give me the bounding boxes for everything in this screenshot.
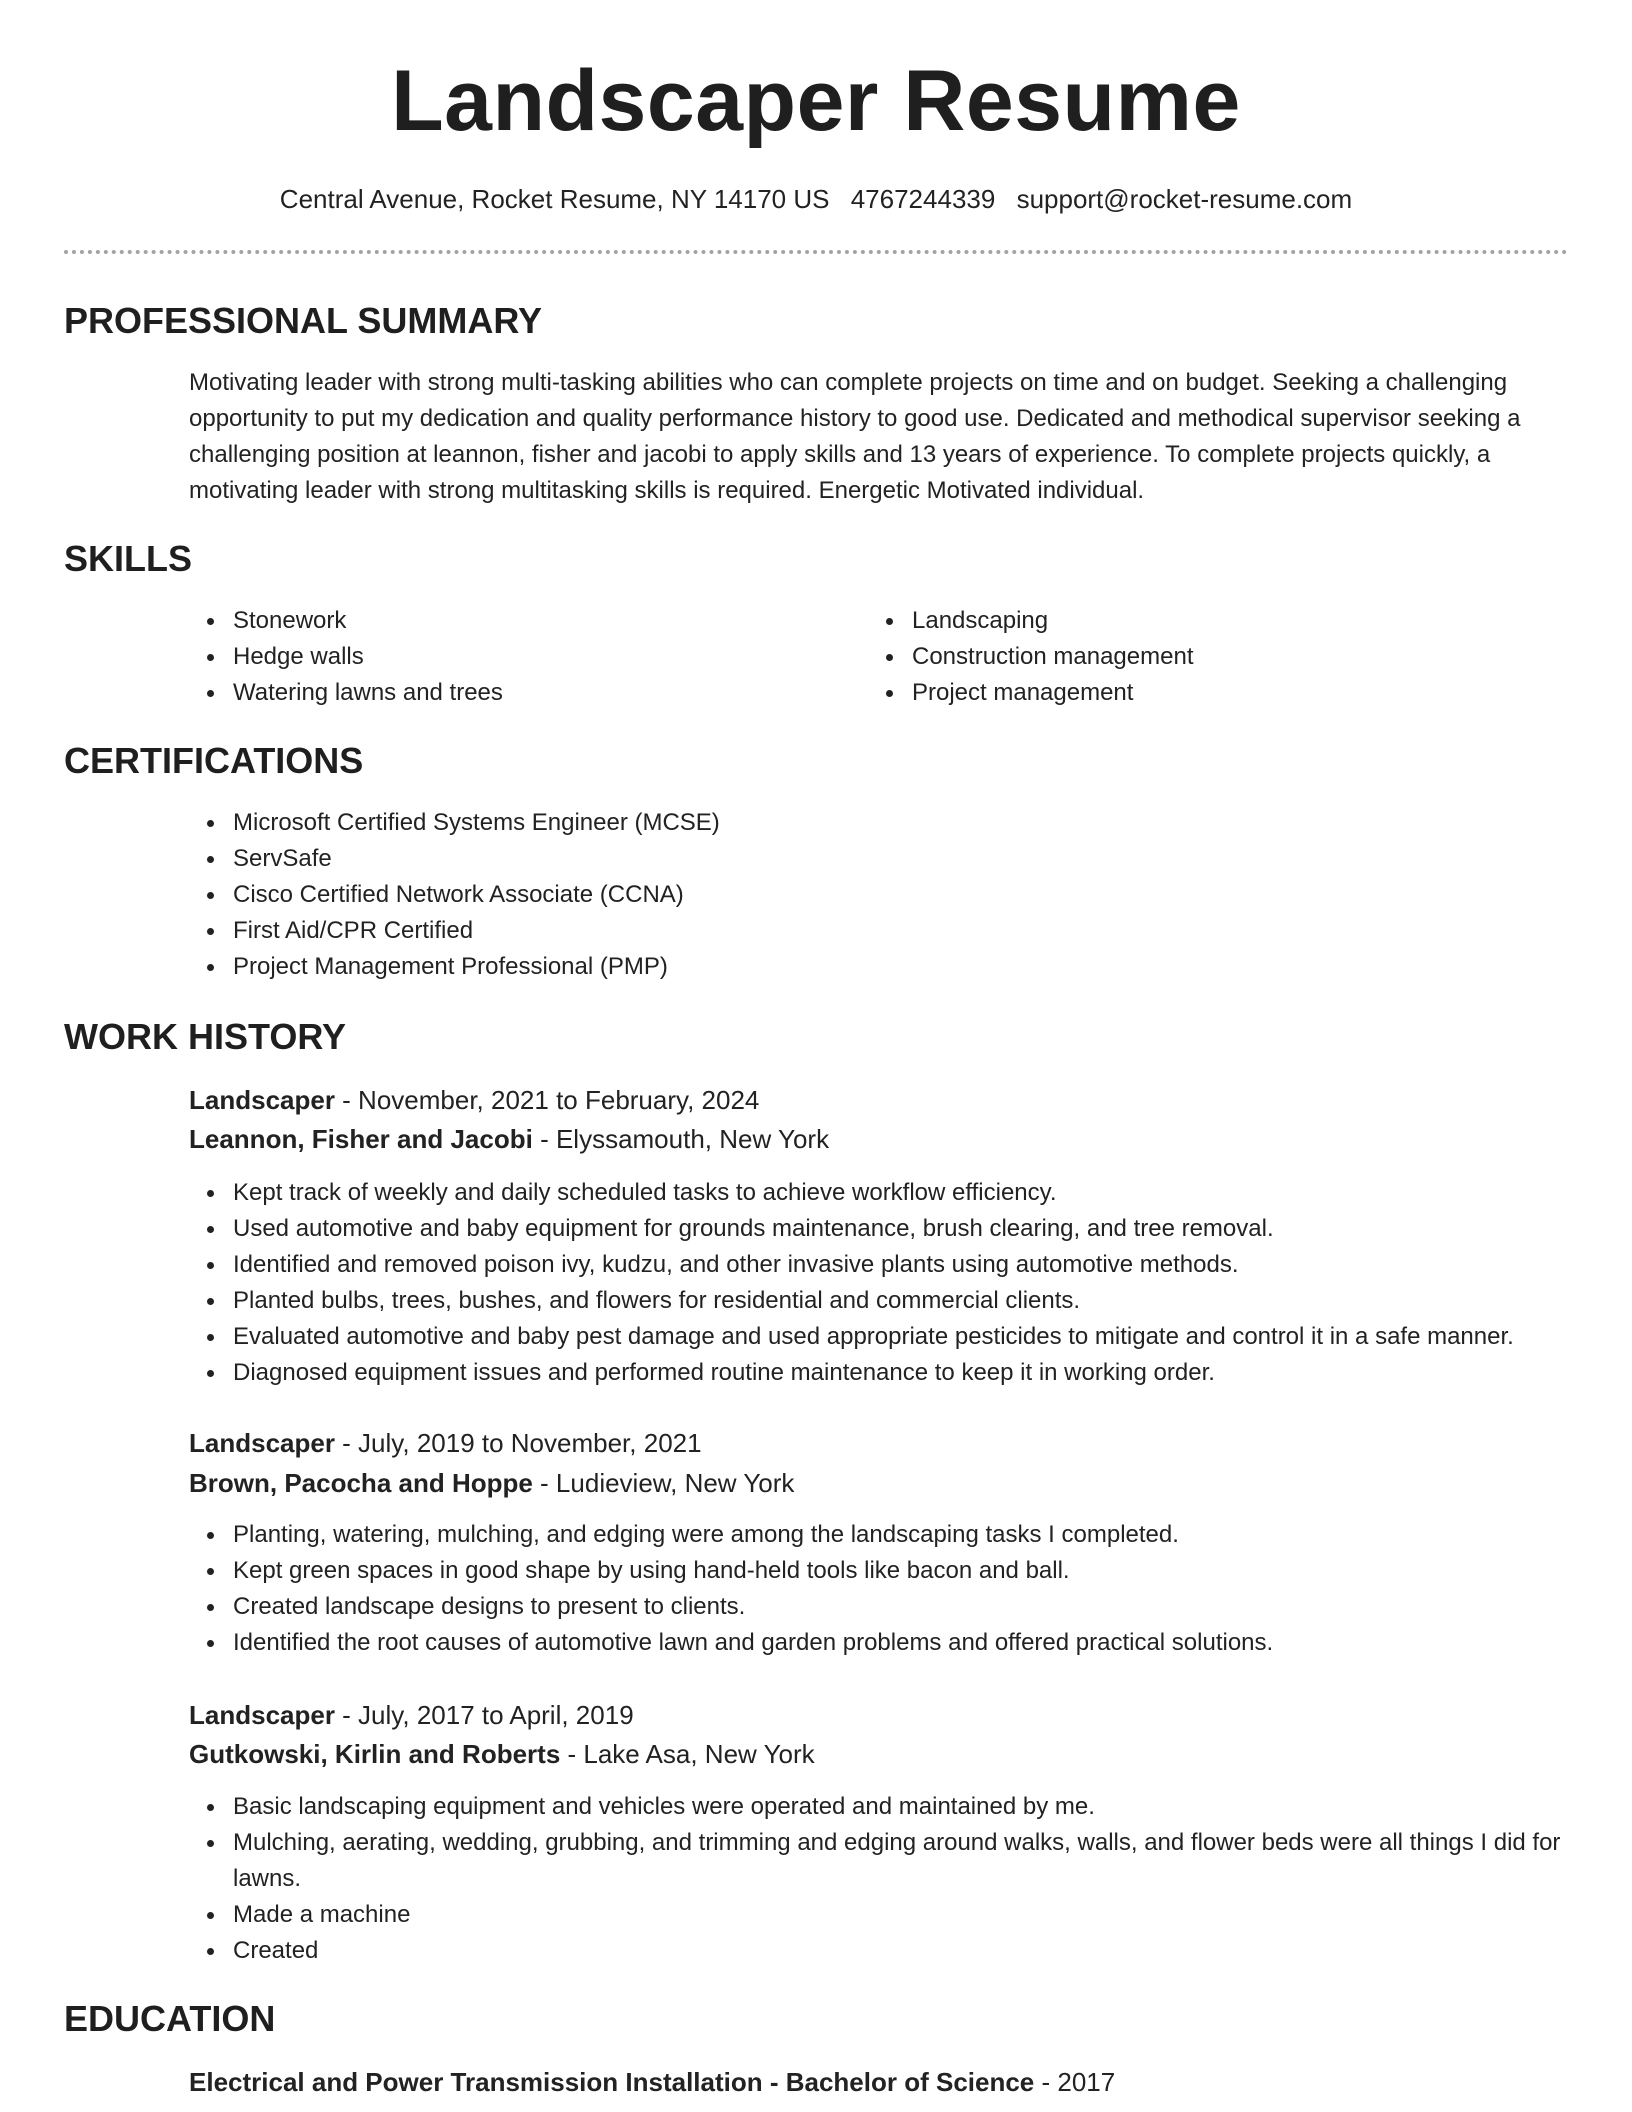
contact-email: support@rocket-resume.com (1016, 184, 1353, 214)
job-company: Gutkowski, Kirlin and Roberts (189, 1739, 561, 1769)
job-bullet: Created (189, 1933, 1569, 1969)
skill-item: Construction management (868, 639, 1468, 675)
education-line (189, 2063, 1115, 2101)
contact-address: Central Avenue, Rocket Resume, NY 14170 US (279, 184, 830, 214)
skill-item: Watering lawns and trees (189, 675, 789, 711)
skills-list-right (868, 603, 1468, 711)
work-history-heading: WORK HISTORY (64, 1016, 347, 1057)
certification-item: First Aid/CPR Certified (189, 913, 1569, 949)
skill-item: Landscaping (868, 603, 1468, 639)
job-dates: - November, 2021 to February, 2024 (334, 1085, 760, 1115)
job-bullets (189, 1789, 1569, 1969)
certification-item: Project Management Professional (PMP) (189, 949, 1569, 985)
job-company: Leannon, Fisher and Jacobi (189, 1124, 533, 1154)
job-bullet: Mulching, aerating, wedding, grubbing, and trimming and edging around walks, walls, and flower beds were all things I did for lawns. (189, 1825, 1569, 1897)
education-degree: Electrical and Power Transmission Installation - Bachelor of Science (189, 2067, 1035, 2097)
skill-item: Project management (868, 675, 1468, 711)
job-title-line (189, 1081, 759, 1119)
contact-line (0, 181, 1632, 217)
job-bullet: Made a machine (189, 1897, 1569, 1933)
job-bullet: Kept green spaces in good shape by using hand-held tools like bacon and ball. (189, 1553, 1589, 1589)
job-bullet: Kept track of weekly and daily scheduled tasks to achieve workflow efficiency. (189, 1175, 1589, 1211)
job-title: Landscaper (189, 1428, 335, 1458)
job-company-line (189, 1464, 794, 1502)
job-bullet: Planted bulbs, trees, bushes, and flowers for residential and commercial clients. (189, 1283, 1589, 1319)
job-bullet: Used automotive and baby equipment for grounds maintenance, brush clearing, and tree removal. (189, 1211, 1589, 1247)
job-location: - Lake Asa, New York (560, 1739, 815, 1769)
skill-item: Stonework (189, 603, 789, 639)
job-company-line (189, 1120, 829, 1158)
header-divider (64, 250, 1568, 254)
job-bullet: Basic landscaping equipment and vehicles were operated and maintained by me. (189, 1789, 1569, 1825)
certification-item: Cisco Certified Network Associate (CCNA) (189, 877, 1569, 913)
skill-item: Hedge walls (189, 639, 789, 675)
job-company-line (189, 1735, 815, 1773)
job-bullet: Identified and removed poison ivy, kudzu, and other invasive plants using automotive methods. (189, 1247, 1589, 1283)
job-location: - Ludieview, New York (532, 1468, 795, 1498)
summary-text: Motivating leader with strong multi-tasking abilities who can complete projects on time and on budget. Seeking a challenging opportunity to put my dedication and quality performance history to good use. Dedicated and methodical supervisor seeking a challenging position at leannon, fisher and jacobi to apply skills and 13 years of experience. To complete projects quickly, a motivating leader with strong multitasking skills is required. Energetic Motivated individual. (189, 369, 1521, 504)
contact-phone: 4767244339 (850, 184, 996, 214)
certifications-heading: CERTIFICATIONS (64, 740, 364, 781)
certification-item: Microsoft Certified Systems Engineer (MCSE) (189, 805, 1569, 841)
summary-heading: PROFESSIONAL SUMMARY (64, 300, 543, 341)
job-dates: - July, 2019 to November, 2021 (334, 1428, 702, 1458)
job-bullet: Created landscape designs to present to clients. (189, 1589, 1589, 1625)
certifications-list (189, 805, 1569, 985)
job-bullet: Diagnosed equipment issues and performed routine maintenance to keep it in working order. (189, 1355, 1589, 1391)
resume-title: Landscaper Resume (391, 53, 1241, 149)
job-title: Landscaper (189, 1700, 335, 1730)
job-title: Landscaper (189, 1085, 335, 1115)
job-bullet: Planting, watering, mulching, and edging were among the landscaping tasks I completed. (189, 1517, 1589, 1553)
skills-heading: SKILLS (64, 538, 193, 579)
certification-item: ServSafe (189, 841, 1569, 877)
job-bullet: Identified the root causes of automotive lawn and garden problems and offered practical solutions. (189, 1625, 1589, 1661)
job-dates: - July, 2017 to April, 2019 (334, 1700, 634, 1730)
job-bullets (189, 1517, 1589, 1661)
job-location: - Elyssamouth, New York (532, 1124, 830, 1154)
job-title-line (189, 1696, 634, 1734)
job-title-line (189, 1424, 702, 1462)
job-company: Brown, Pacocha and Hoppe (189, 1468, 533, 1498)
skills-list-left (189, 603, 789, 711)
education-year: - 2017 (1034, 2067, 1116, 2097)
education-heading: EDUCATION (64, 1998, 276, 2039)
job-bullets (189, 1175, 1589, 1391)
job-bullet: Evaluated automotive and baby pest damage and used appropriate pesticides to mitigate and control it in a safe manner. (189, 1319, 1589, 1355)
